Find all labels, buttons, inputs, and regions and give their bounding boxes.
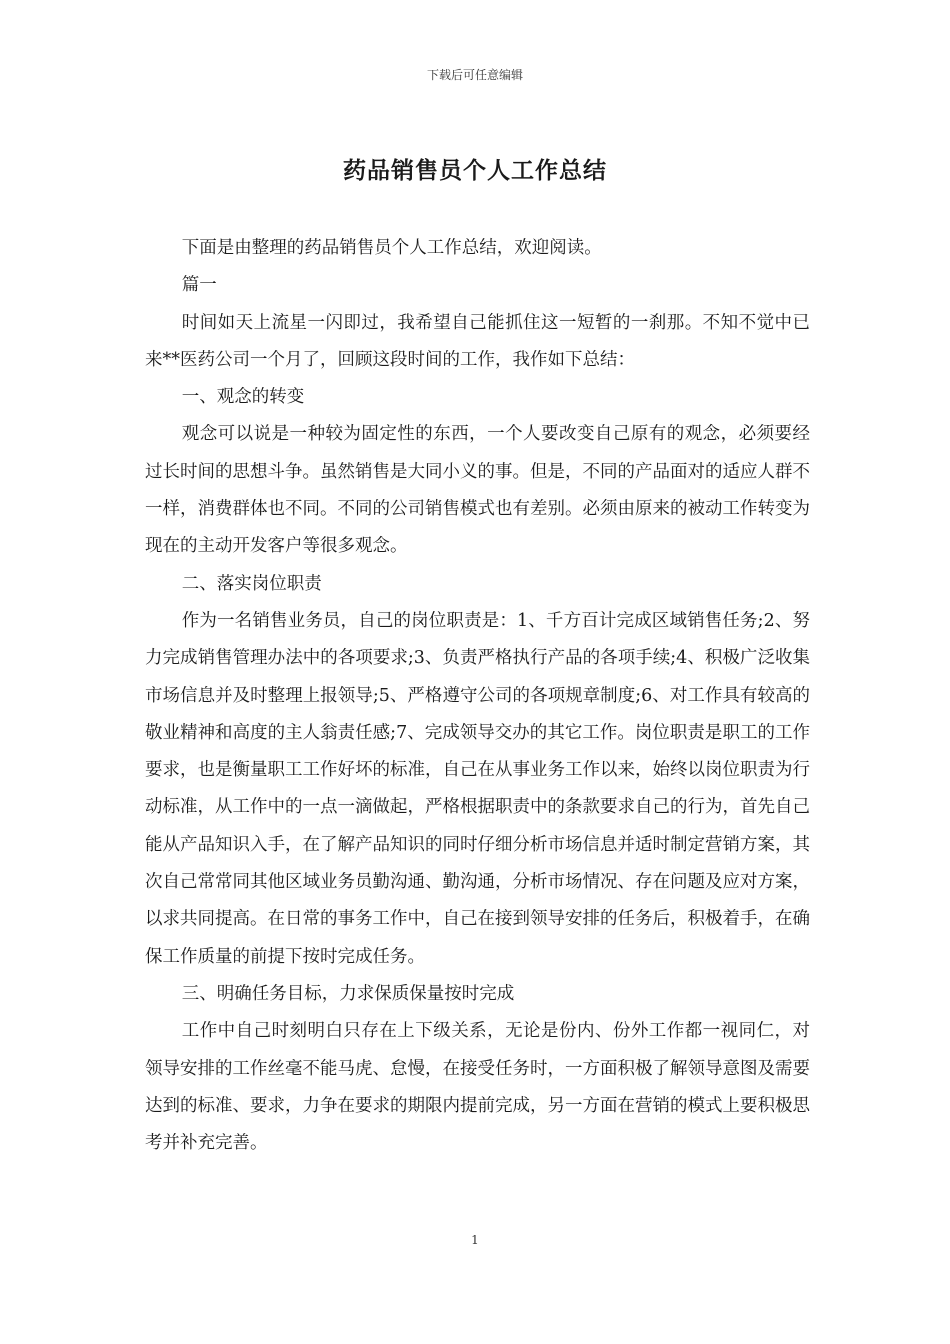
heading-concept-change: 一、观念的转变: [181, 387, 305, 408]
opening-paragraph: 时间如天上流星一闪即过，我希望自己能抓住这一短暂的一刹那。不知不觉中已来**医药公司一个月了，回顾这段时间的工作，我作如下总结：: [145, 312, 810, 370]
intro-paragraph: 下面是由整理的药品销售员个人工作总结，欢迎阅读。: [181, 238, 602, 258]
header-note: 下载后可任意编辑: [426, 68, 523, 82]
heading-job-duties: 二、落实岗位职责: [181, 573, 322, 594]
job-duties-paragraph: 作为一名销售业务员，自己的岗位职责是：1、千方百计完成区域销售任务;2、努力完成销售管理办法中的各项要求;3、负责严格执行产品的各项手续;4、积极广泛收集市场信息并及时整理上报领导;5、严格遵守公司的各项规章制度;6、对工作具有较高的敬业精神和高度的主人翁责任感;7、完成领导交办的其它工作。岗位职责是职工的工作要求，也是衡量职工工作好坏的标准，自己在从事业务工作以来，始终以岗位职责为行动标准，从工作中的一点一滴做起，严格根据职责中的条款要求自己的行为，首先自己能从产品知识入手，在了解产品知识的同时仔细分析市场信息并适时制定营销方案，其次自己常常同其他区域业务员勤沟通、勤沟通，分析市场情况、存在问题及应对方案，以求共同提高。在日常的事务工作中，自己在接到领导安排的任务后，积极着手，在确保工作质量的前提下按时完成任务。: [145, 610, 810, 967]
document-title: 药品销售员个人工作总结: [343, 157, 607, 184]
concept-change-paragraph: 观念可以说是一种较为固定性的东西，一个人要改变自己原有的观念，必须要经过长时间的思想斗争。虽然销售是大同小义的事。但是，不同的产品面对的适应人群不一样，消费群体也不同。不同的公司销售模式也有差别。必须由原来的被动工作转变为现在的主动开发客户等很多观念。: [145, 424, 810, 557]
document-body: [145, 230, 810, 1162]
page-number: 1: [471, 1233, 479, 1247]
section-label-part-one: 篇一: [181, 275, 217, 296]
heading-task-goals: 三、明确任务目标，力求保质保量按时完成: [181, 983, 515, 1004]
task-goals-paragraph: 工作中自己时刻明白只存在上下级关系，无论是份内、份外工作都一视同仁，对领导安排的工作丝毫不能马虎、怠慢，在接受任务时，一方面积极了解领导意图及需要达到的标准、要求，力争在要求的期限内提前完成，另一方面在营销的模式上要积极思考并补充完善。: [145, 1021, 810, 1154]
